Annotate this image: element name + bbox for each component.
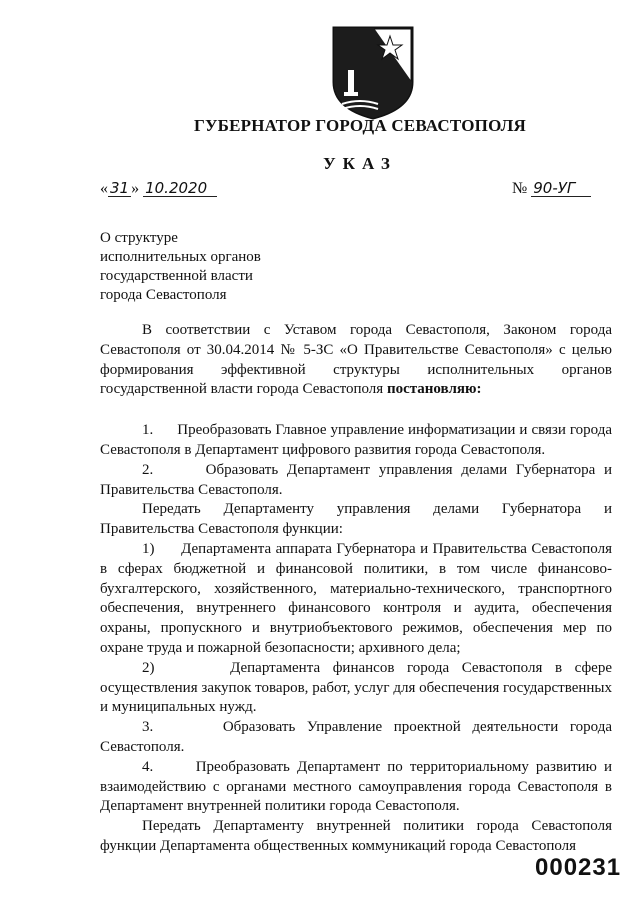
- clause-2-item-1: 1) Департамента аппарата Губернатора и Правительства Севастополя в сферах бюджетной и финансовой политики, в том числе финансово-бухгалтерского, хозяйственного, материально-технического, транспортного обеспечения, внутреннего финансового контроля и аудита, обеспечения охраны, пропускного и внутриобъектового режимов, обеспечения мер по охране труда и пожарной безопасности; архивного дела;: [100, 540, 612, 656]
- preamble-text: В соответствии с Уставом города Севастополя, Законом города Севастополя от 30.04.2014 № 5-ЗС «О Правительстве Севастополя» с целью формирования эффективной структуры исполнительных органов государственной власти города Севастополя: [100, 322, 612, 398]
- decree-number: [512, 180, 591, 198]
- subject-line: города Севастополя: [100, 287, 227, 303]
- subject-line: О структуре: [100, 230, 178, 246]
- document-type: УКАЗ: [323, 154, 397, 173]
- clause-2-transfer: Передать Департаменту управления делами Губернатора и Правительства Севастополя функции:: [100, 501, 612, 538]
- clause-2: 2. Образовать Департамент управления делами Губернатора и Правительства Севастополя.: [100, 461, 612, 498]
- date-open-quote: «: [100, 180, 108, 197]
- subject-line: исполнительных органов: [100, 249, 261, 265]
- coat-of-arms-icon: [330, 24, 416, 122]
- decree-subject: [100, 229, 360, 305]
- issuing-authority: ГУБЕРНАТОР ГОРОДА СЕВАСТОПОЛЯ: [193, 116, 526, 135]
- clause-3: 3. Образовать Управление проектной деятельности города Севастополя.: [100, 719, 612, 755]
- date-day: 31: [110, 179, 130, 197]
- clause-2-item-2: 2) Департамента финансов города Севастополя в сфере осуществления закупок товаров, работ, услуг для обеспечения государственных и муниципальных нужд.: [100, 659, 612, 716]
- number-value: 90-УГ: [531, 180, 591, 197]
- clause-4-transfer: Передать Департаменту внутренней политики города Севастополя функции Департамента общественных коммуникаций города Севастополя: [100, 818, 612, 854]
- date-close-quote: »: [131, 180, 140, 197]
- preamble-resolution: постановляю:: [386, 381, 482, 398]
- decree-body: [100, 321, 612, 857]
- preamble: [100, 321, 612, 400]
- date-month-year: 10.2020: [143, 180, 217, 197]
- decree-date: [100, 180, 217, 198]
- clause-4: 4. Преобразовать Департамент по территориальному развитию и взаимодействию с органами местного самоуправления города Севастополя в Департамент внутренней политики города Севастополя.: [100, 758, 612, 815]
- clause-1: 1. Преобразовать Главное управление информатизации и связи города Севастополя в Департамент цифрового развития города Севастополя.: [100, 422, 612, 458]
- sevastopol-emblem-svg: [330, 24, 416, 122]
- registration-number: 000231: [535, 854, 622, 881]
- number-prefix: №: [512, 180, 528, 197]
- subject-line: государственной власти: [100, 268, 253, 284]
